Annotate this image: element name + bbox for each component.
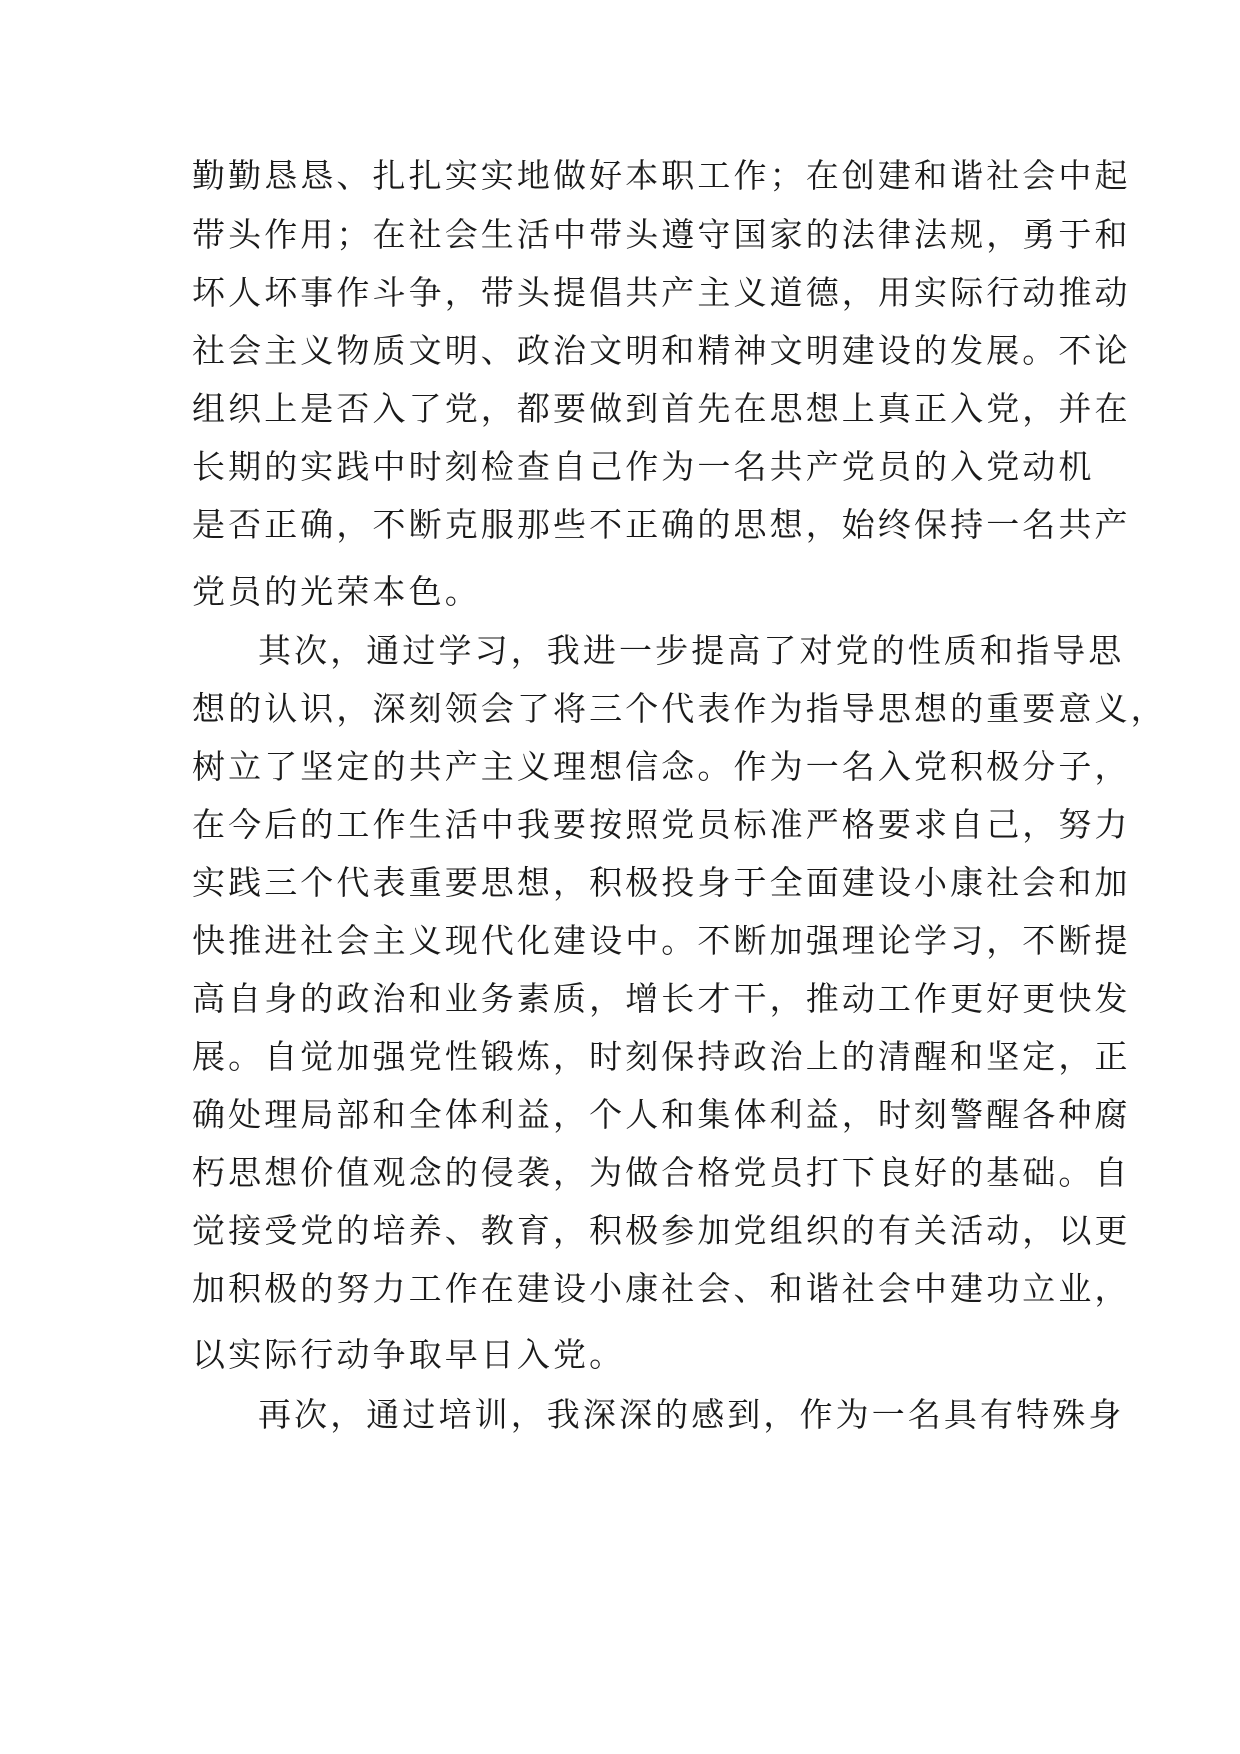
paragraph-2-line-5: 实践三个代表重要思想，积极投身于全面建设小康社会和加 <box>192 863 1131 902</box>
paragraph-1-line-6: 长期的实践中时刻检查自己作为一名共产党员的入党动机 <box>192 447 1095 486</box>
paragraph-2-line-13: 以实际行动争取早日入党。 <box>192 1335 626 1374</box>
paragraph-2-line-2: 想的认识，深刻领会了将三个代表作为指导思想的重要意义， <box>192 689 1167 728</box>
paragraph-2-line-9: 确处理局部和全体利益，个人和集体利益，时刻警醒各种腐 <box>192 1095 1131 1134</box>
paragraph-1-line-4: 社会主义物质文明、政治文明和精神文明建设的发展。不论 <box>192 331 1131 370</box>
paragraph-2-line-6: 快推进社会主义现代化建设中。不断加强理论学习，不断提 <box>192 921 1131 960</box>
paragraph-1-line-8: 党员的光荣本色。 <box>192 572 481 611</box>
paragraph-2-line-12: 加积极的努力工作在建设小康社会、和谐社会中建功立业， <box>192 1269 1131 1308</box>
paragraph-2-line-11: 觉接受党的培养、教育，积极参加党组织的有关活动，以更 <box>192 1211 1131 1250</box>
paragraph-1-line-3: 坏人坏事作斗争，带头提倡共产主义道德，用实际行动推动 <box>192 273 1131 312</box>
paragraph-1-line-7: 是否正确，不断克服那些不正确的思想，始终保持一名共产 <box>192 505 1131 544</box>
paragraph-2-line-10: 朽思想价值观念的侵袭，为做合格党员打下良好的基础。自 <box>192 1153 1131 1192</box>
paragraph-2-line-7: 高自身的政治和业务素质，增长才干，推动工作更好更快发 <box>192 979 1131 1018</box>
paragraph-2-line-1: 其次，通过学习，我进一步提高了对党的性质和指导思 <box>258 631 1125 670</box>
paragraph-1-line-1: 勤勤恳恳、扎扎实实地做好本职工作；在创建和谐社会中起 <box>192 156 1131 195</box>
paragraph-2-line-4: 在今后的工作生活中我要按照党员标准严格要求自己，努力 <box>192 805 1131 844</box>
paragraph-1-line-5: 组织上是否入了党，都要做到首先在思想上真正入党，并在 <box>192 389 1131 428</box>
paragraph-1-line-2: 带头作用；在社会生活中带头遵守国家的法律法规，勇于和 <box>192 215 1131 254</box>
paragraph-3-line-1: 再次，通过培训，我深深的感到，作为一名具有特殊身 <box>258 1395 1125 1434</box>
paragraph-2-line-8: 展。自觉加强党性锻炼，时刻保持政治上的清醒和坚定，正 <box>192 1037 1131 1076</box>
paragraph-2-line-3: 树立了坚定的共产主义理想信念。作为一名入党积极分子， <box>192 747 1131 786</box>
